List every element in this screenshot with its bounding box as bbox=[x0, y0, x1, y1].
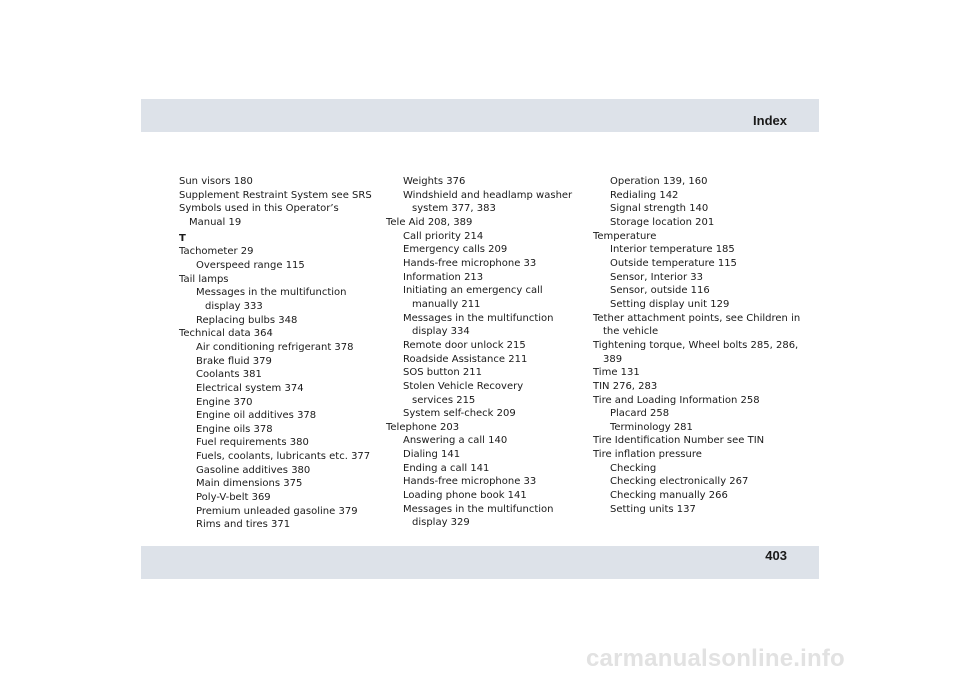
index-entry: Brake fluid 379 bbox=[196, 355, 272, 367]
index-entry: Stolen Vehicle Recovery bbox=[403, 380, 524, 392]
index-entry: Engine oil additives 378 bbox=[196, 410, 317, 422]
index-entry: Call priority 214 bbox=[403, 230, 484, 242]
index-entry: Sun visors 180 bbox=[179, 176, 253, 187]
index-entry: TIN 276, 283 bbox=[593, 380, 658, 392]
index-entry: Replacing bulbs 348 bbox=[196, 314, 298, 326]
index-entry: Time 131 bbox=[593, 367, 640, 379]
index-entry: Checking bbox=[610, 462, 657, 474]
index-entry: Checking manually 266 bbox=[610, 490, 728, 502]
index-entry: Operation 139, 160 bbox=[610, 176, 708, 187]
index-entry: Fuels, coolants, lubricants etc. 377 bbox=[196, 451, 371, 463]
index-entry: the vehicle bbox=[603, 326, 659, 338]
index-entry: Technical data 364 bbox=[179, 328, 273, 340]
index-entry: Information 213 bbox=[403, 271, 484, 283]
index-entry: Redialing 142 bbox=[610, 189, 679, 201]
index-entry: Main dimensions 375 bbox=[196, 478, 303, 490]
index-entry: Roadside Assistance 211 bbox=[403, 353, 528, 365]
index-entry: Dialing 141 bbox=[403, 449, 461, 461]
index-entry: Tire and Loading Information 258 bbox=[593, 394, 760, 406]
index-letter-heading: T bbox=[179, 232, 186, 244]
index-entry: Electrical system 374 bbox=[196, 382, 304, 394]
index-entry: Weights 376 bbox=[403, 176, 466, 187]
index-entry: display 334 bbox=[412, 326, 470, 338]
index-entry: services 215 bbox=[412, 394, 476, 406]
index-entry: Air conditioning refrigerant 378 bbox=[196, 341, 354, 353]
index-entry: Gasoline additives 380 bbox=[196, 464, 311, 476]
index-entry: Tether attachment points, see Children in bbox=[593, 312, 801, 324]
index-entry: Terminology 281 bbox=[610, 421, 693, 433]
index-column-3 bbox=[593, 175, 801, 516]
index-entry: Premium unleaded gasoline 379 bbox=[196, 505, 358, 517]
index-entry: SOS button 211 bbox=[403, 367, 482, 379]
index-entry: Poly-V-belt 369 bbox=[196, 492, 271, 504]
index-column-1 bbox=[179, 175, 384, 532]
index-entry: Setting units 137 bbox=[610, 503, 696, 515]
index-entry: Windshield and headlamp washer bbox=[403, 189, 573, 201]
index-entry: Supplement Restraint System see SRS bbox=[179, 189, 372, 201]
index-entry: Manual 19 bbox=[189, 216, 242, 228]
index-entry: Hands-free microphone 33 bbox=[403, 476, 537, 488]
index-entry: manually 211 bbox=[412, 298, 481, 310]
index-entry: Tachometer 29 bbox=[179, 246, 254, 258]
index-entry: Messages in the multifunction bbox=[196, 287, 347, 299]
page-title: Index bbox=[753, 113, 787, 128]
index-entry: Rims and tires 371 bbox=[196, 519, 291, 531]
index-entry: Fuel requirements 380 bbox=[196, 437, 309, 449]
index-entry: Engine oils 378 bbox=[196, 423, 273, 435]
index-entry: Ending a call 141 bbox=[403, 462, 490, 474]
index-entry: Tire inflation pressure bbox=[593, 449, 702, 461]
index-entry: Loading phone book 141 bbox=[403, 490, 527, 502]
index-entry: 389 bbox=[603, 353, 623, 365]
index-entry: Coolants 381 bbox=[196, 369, 262, 381]
index-entry: Telephone 203 bbox=[386, 421, 460, 433]
index-entry: Symbols used in this Operator’s bbox=[179, 203, 339, 215]
index-entry: Answering a call 140 bbox=[403, 435, 508, 447]
index-entry: Temperature bbox=[593, 230, 657, 242]
index-entry: display 329 bbox=[412, 517, 470, 529]
index-entry: Messages in the multifunction bbox=[403, 503, 554, 515]
index-entry: Checking electronically 267 bbox=[610, 476, 749, 488]
index-entry: Overspeed range 115 bbox=[196, 259, 305, 271]
index-column-2 bbox=[386, 175, 591, 530]
index-entry: Outside temperature 115 bbox=[610, 257, 737, 269]
page-number: 403 bbox=[765, 548, 787, 563]
index-entry: Tele Aid 208, 389 bbox=[386, 216, 473, 228]
index-entry: Hands-free microphone 33 bbox=[403, 257, 537, 269]
index-entry: Placard 258 bbox=[610, 408, 670, 420]
index-entry: Tire Identification Number see TIN bbox=[593, 435, 765, 447]
index-entry: Emergency calls 209 bbox=[403, 244, 508, 256]
index-entry: Messages in the multifunction bbox=[403, 312, 554, 324]
index-entry: System self-check 209 bbox=[403, 408, 516, 420]
index-entry: system 377, 383 bbox=[412, 203, 496, 215]
index-entry: Tail lamps bbox=[179, 273, 229, 285]
index-entry: Sensor, outside 116 bbox=[610, 285, 710, 297]
index-entry: Sensor, Interior 33 bbox=[610, 271, 704, 283]
header-bar bbox=[141, 99, 819, 132]
index-entry: Tightening torque, Wheel bolts 285, 286, bbox=[593, 339, 799, 351]
watermark: carmanualsonline.info bbox=[586, 645, 845, 672]
index-entry: Storage location 201 bbox=[610, 216, 715, 228]
footer-bar bbox=[141, 546, 819, 579]
index-entry: Initiating an emergency call bbox=[403, 285, 543, 297]
index-entry: Setting display unit 129 bbox=[610, 298, 730, 310]
index-entry: Interior temperature 185 bbox=[610, 244, 735, 256]
index-entry: Engine 370 bbox=[196, 396, 253, 408]
index-entry: Remote door unlock 215 bbox=[403, 339, 526, 351]
index-entry: display 333 bbox=[205, 300, 263, 312]
index-entry: Signal strength 140 bbox=[610, 203, 709, 215]
